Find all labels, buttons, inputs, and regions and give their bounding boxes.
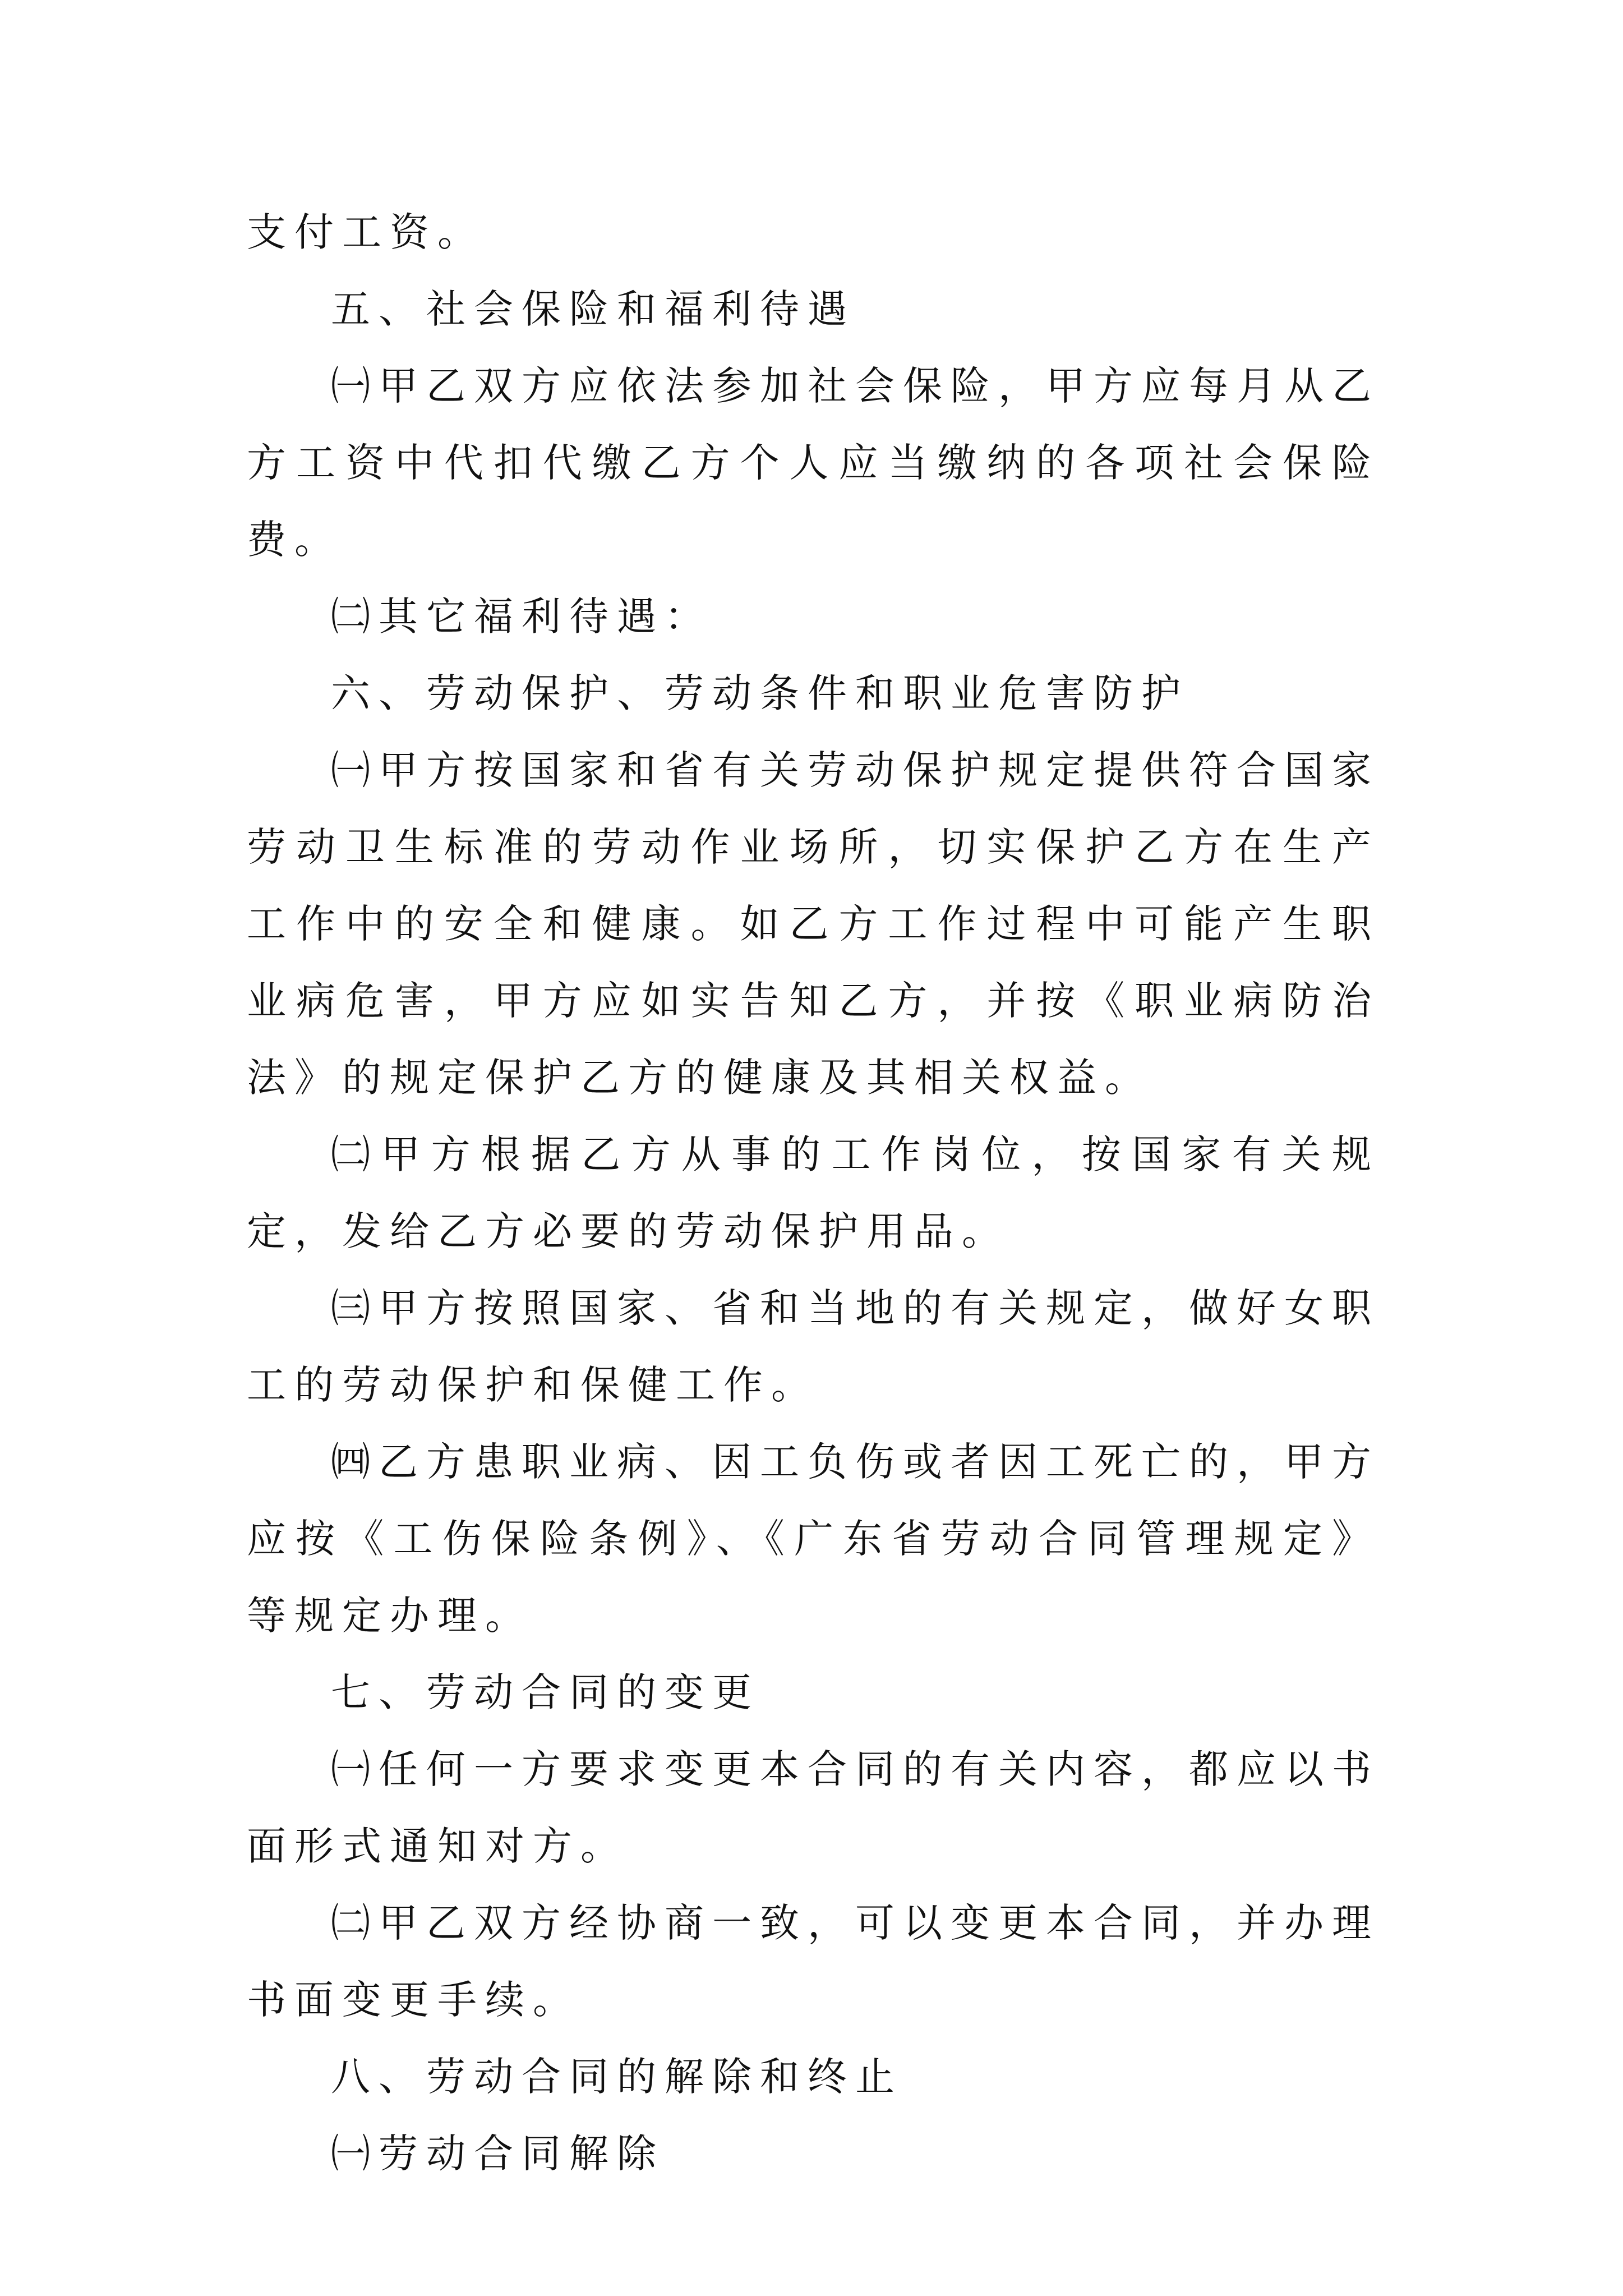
section-heading: 八、劳动合同的解除和终止 [331, 2054, 903, 2100]
paragraph: ㈡甲方根据乙方从事的工作岗位，按国家有关规定，发给乙方必要的劳动保护用品。 [247, 1131, 1380, 1254]
paragraph: ㈢甲方按照国家、省和当地的有关规定，做好女职工的劳动保护和保健工作。 [247, 1285, 1380, 1408]
section-heading: 六、劳动保护、劳动条件和职业危害防护 [331, 670, 1189, 716]
paragraph: 支付工资。 [247, 209, 485, 255]
section-heading: 七、劳动合同的变更 [331, 1669, 760, 1715]
section-heading: 五、社会保险和福利待遇 [331, 286, 855, 332]
document-body [247, 194, 1380, 2192]
paragraph: ㈠任何一方要求变更本合同的有关内容，都应以书面形式通知对方。 [247, 1746, 1380, 1869]
paragraph: ㈣乙方患职业病、因工负伤或者因工死亡的，甲方应按《工伤保险条例》、《广东省劳动合同管理规定》等规定办理。 [247, 1439, 1380, 1639]
paragraph: ㈡其它福利待遇： [331, 593, 712, 639]
paragraph: ㈠甲方按国家和省有关劳动保护规定提供符合国家劳动卫生标准的劳动作业场所，切实保护乙方在生产工作中的安全和健康。如乙方工作过程中可能产生职业病危害，甲方应如实告知乙方，并按《职业病防治法》的规定保护乙方的健康及其相关权益。 [247, 747, 1380, 1101]
paragraph: ㈠甲乙双方应依法参加社会保险，甲方应每月从乙方工资中代扣代缴乙方个人应当缴纳的各项社会保险费。 [247, 363, 1380, 563]
paragraph: ㈡甲乙双方经协商一致，可以变更本合同，并办理书面变更手续。 [247, 1900, 1380, 2023]
paragraph: ㈠劳动合同解除 [331, 2131, 665, 2177]
